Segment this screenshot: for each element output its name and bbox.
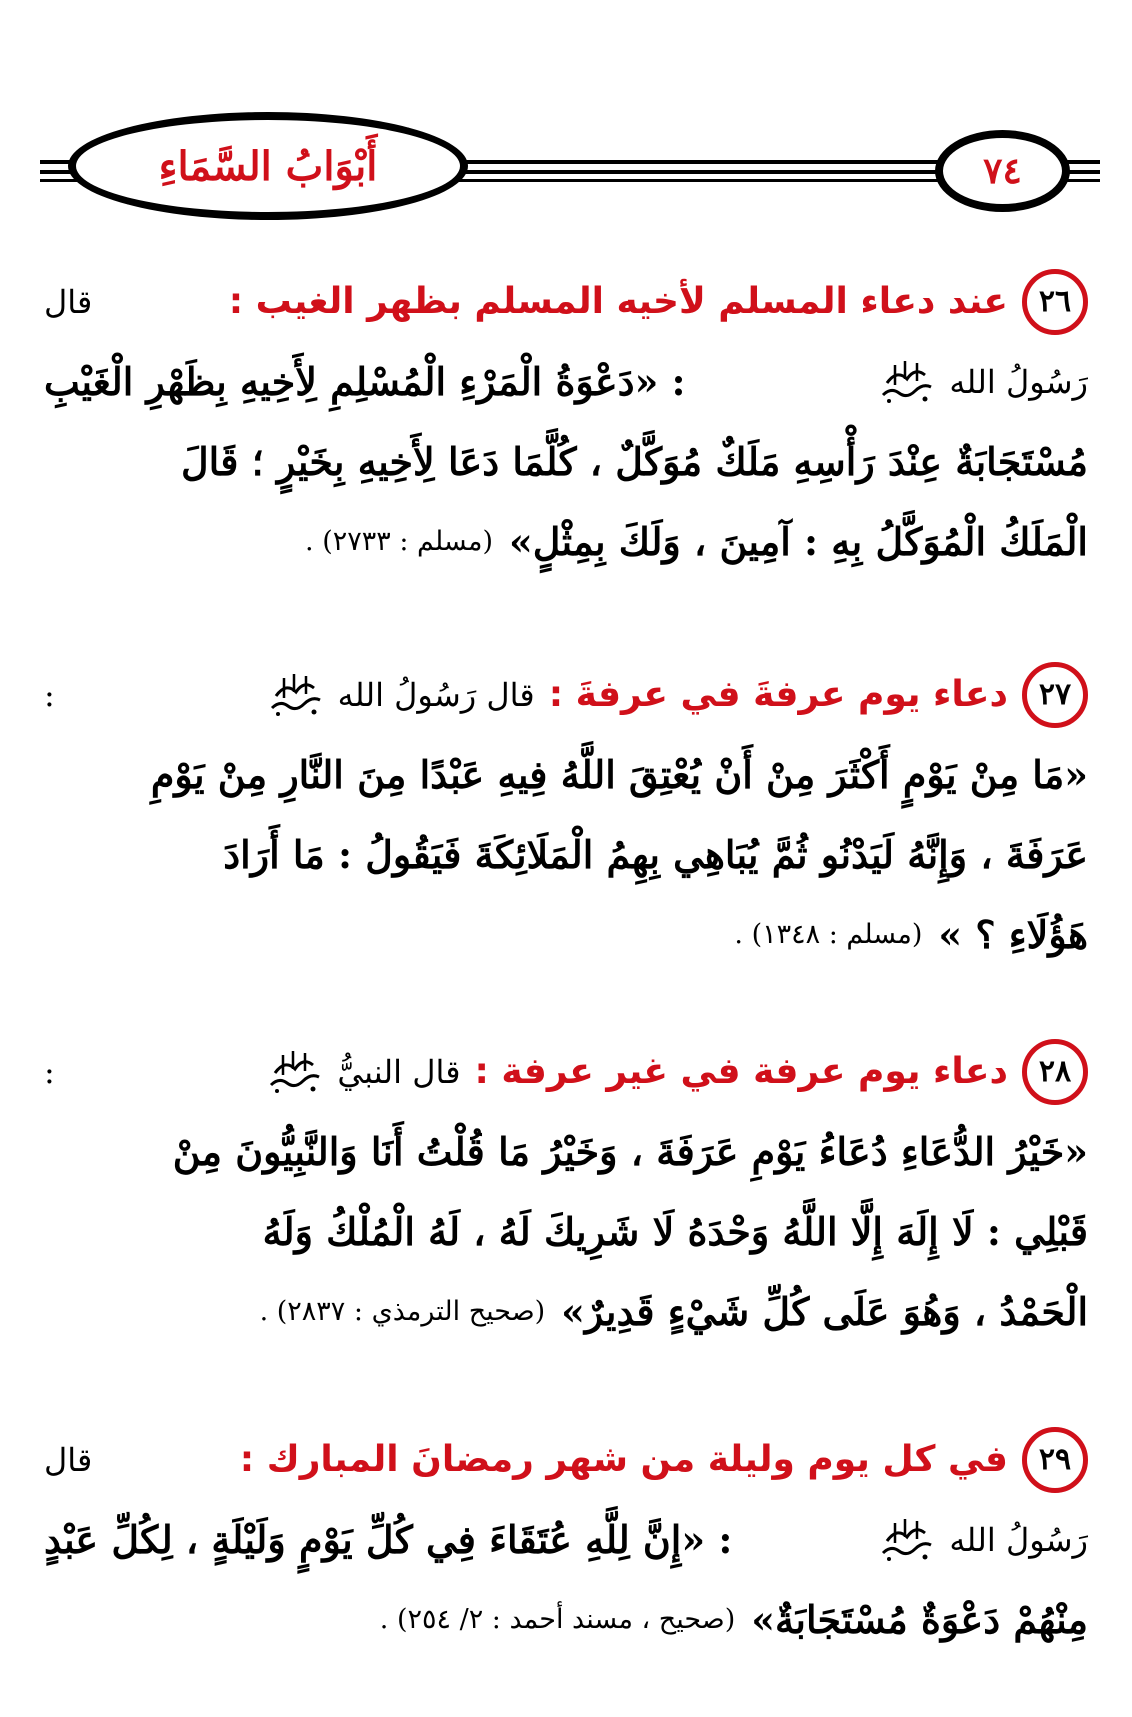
dua-section-27 (44, 655, 1088, 975)
dua-section-26 (44, 262, 1088, 582)
hadith-text: عَرَفَةَ ، وَإِنَّهُ لَيَدْنُو ثُمَّ يُبَاهِي بِهِمُ الْمَلَائِكَةَ فَيَقُولُ : مَا أَرَادَ (223, 832, 1088, 877)
hadith-source: (مسلم : ٢٧٣٣) . (305, 526, 494, 557)
narration-intro: قال (44, 1441, 93, 1479)
salawat-symbol-icon (877, 1515, 935, 1565)
section-number-badge: ٢٧ (1022, 662, 1088, 728)
hadith-source: (صحيح الترمذي : ٢٨٣٧) . (259, 1296, 546, 1327)
section-heading: دعاء يوم عرفة في غير عرفة : (474, 1051, 1008, 1092)
page-header (0, 108, 1132, 238)
hadith-text: الْمَلَكُ الْمُوَكَّلُ بِهِ : آمِينَ ، وَلَكَ بِمِثْلٍ» (509, 519, 1088, 564)
hadith-text: مِنْهُمْ دَعْوَةٌ مُسْتَجَابَةٌ» (751, 1597, 1088, 1642)
hadith-text: هَؤُلَاءِ ؟ » (938, 912, 1088, 957)
narration-intro: قال النبيُّ (337, 1053, 461, 1091)
page-number-frame (935, 130, 1070, 212)
section-number-badge: ٢٦ (1022, 269, 1088, 335)
salawat-symbol-icon (266, 670, 324, 720)
hadith-text: : «إِنَّ لِلَّهِ عُتَقَاءَ فِي كُلِّ يَوْمٍ وَلَيْلَةٍ ، لِكُلِّ عَبْدٍ (44, 1517, 733, 1562)
page-number: ٧٤ (983, 150, 1022, 192)
hadith-source: (مسلم : ١٣٤٨) . (734, 919, 923, 950)
dua-section-28 (44, 1032, 1088, 1352)
narration-intro: رَسُولُ الله (949, 1521, 1088, 1559)
section-number-badge: ٢٨ (1022, 1039, 1088, 1105)
section-heading: عند دعاء المسلم لأخيه المسلم بظهر الغيب : (228, 281, 1008, 322)
narration-intro: رَسُولُ الله (949, 363, 1088, 401)
section-heading: دعاء يوم عرفةَ في عرفةَ : (548, 674, 1008, 715)
chapter-title: أَبْوَابُ السَّمَاءِ (158, 142, 378, 190)
hadith-source: (صحيح ، مسند أحمد : ٢/ ٢٥٤) . (379, 1604, 736, 1635)
salawat-symbol-icon (877, 357, 935, 407)
salawat-symbol-icon (265, 1047, 323, 1097)
colon: : (44, 1053, 55, 1091)
section-number-badge: ٢٩ (1022, 1427, 1088, 1493)
hadith-text: الْحَمْدُ ، وَهُوَ عَلَى كُلِّ شَيْءٍ قَدِيرٌ» (561, 1289, 1088, 1334)
hadith-text: مُسْتَجَابَةٌ عِنْدَ رَأْسِهِ مَلَكٌ مُوَكَّلٌ ، كُلَّمَا دَعَا لِأَخِيهِ بِخَيْرٍ ؛ قَالَ (181, 439, 1088, 484)
narration-intro: قال رَسُولُ الله (337, 676, 535, 714)
hadith-text: قَبْلِي : لَا إِلَهَ إِلَّا اللَّهُ وَحْدَهُ لَا شَرِيكَ لَهُ ، لَهُ الْمُلْكُ وَلَهُ (262, 1209, 1088, 1254)
chapter-title-frame (68, 112, 468, 220)
hadith-text: «خَيْرُ الدُّعَاءِ دُعَاءُ يَوْمِ عَرَفَةَ ، وَخَيْرُ مَا قُلْتُ أَنَا وَالنَّبِيُّونَ مِنْ (172, 1129, 1088, 1174)
narration-intro: قال (44, 283, 93, 321)
hadith-text: : «دَعْوَةُ الْمَرْءِ الْمُسْلِمِ لِأَخِيهِ بِظَهْرِ الْغَيْبِ (44, 359, 686, 404)
section-heading: في كل يوم وليلة من شهر رمضانَ المبارك : (239, 1439, 1008, 1480)
colon: : (44, 676, 55, 714)
dua-section-29 (44, 1420, 1088, 1660)
hadith-text: «مَا مِنْ يَوْمٍ أَكْثَرَ مِنْ أَنْ يُعْتِقَ اللَّهُ فِيهِ عَبْدًا مِنَ النَّارِ مِنْ يَوْمِ (150, 752, 1088, 797)
